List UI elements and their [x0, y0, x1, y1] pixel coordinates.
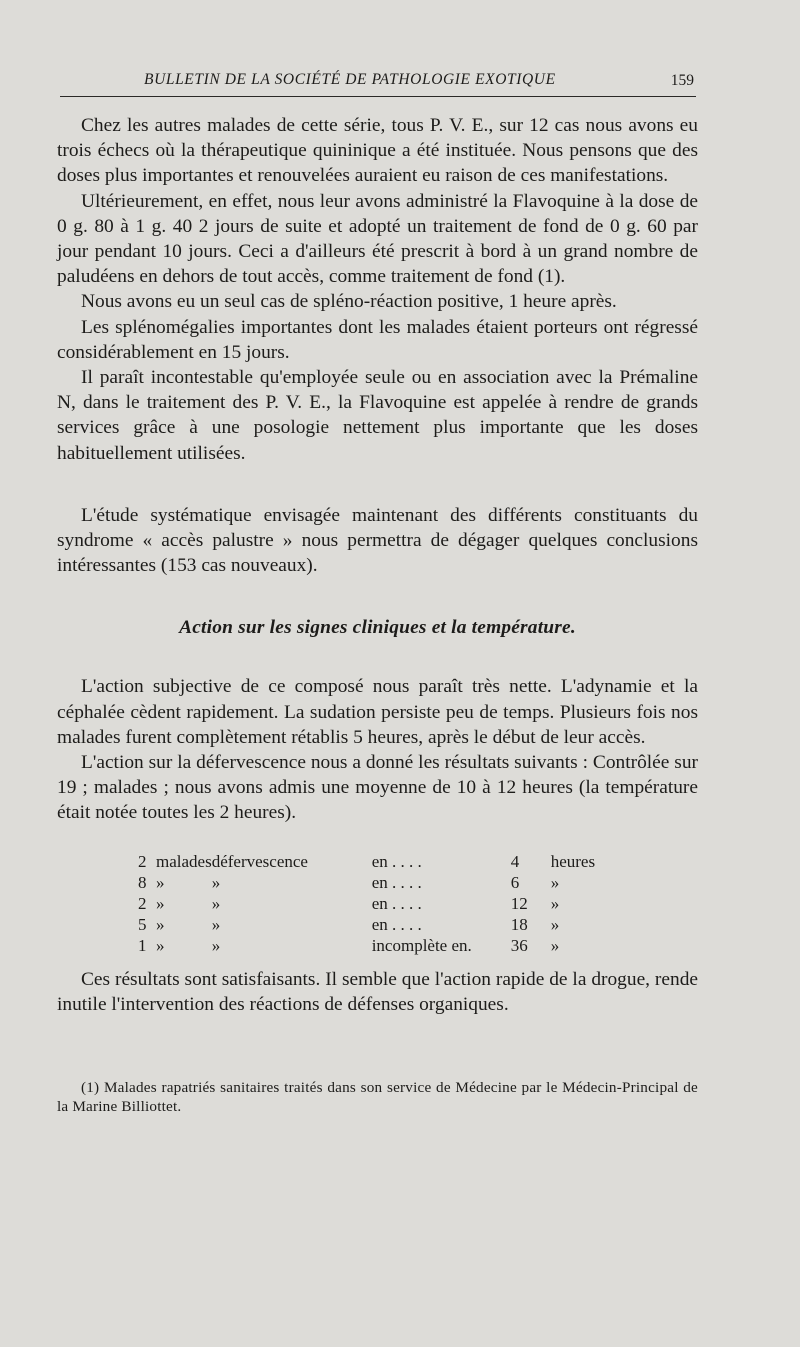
table-cell: 5: [138, 915, 147, 935]
table-row: [138, 893, 611, 914]
table-cell: 1: [138, 936, 147, 956]
paragraph: Ces résultats sont satisfaisants. Il semble que l'action rapide de la drogue, rende inutile l'intervention des réactions de défenses organiques.: [57, 968, 698, 1015]
table-cell: »: [211, 872, 221, 892]
table-cell: 2: [138, 851, 147, 871]
table-cell: 12: [510, 894, 528, 914]
table-cell: heures: [550, 851, 596, 871]
running-title: BULLETIN DE LA SOCIÉTÉ DE PATHOLOGIE EXOTIQUE: [144, 71, 556, 88]
paragraph: Les splénomégalies importantes dont les malades étaient porteurs ont régressé considérablement en 15 jours.: [57, 316, 698, 363]
results-table: [138, 851, 611, 957]
table-cell: »: [156, 872, 165, 892]
paragraph: Il paraît incontestable qu'employée seule ou en association avec la Prémaline N, dans le traitement des P. V. E., la Flavoquine est appelée à rendre de grands services grâce à une posologie nettement plus importante que les doses habituellement utilisées.: [57, 367, 698, 464]
section-title: Action sur les signes cliniques et la température.: [179, 617, 576, 639]
table-cell: »: [156, 915, 165, 935]
article-body: [57, 113, 698, 1116]
table-cell: 2: [138, 894, 147, 914]
paragraph: Nous avons eu un seul cas de spléno-réaction positive, 1 heure après.: [81, 291, 617, 313]
table-cell: »: [550, 936, 560, 956]
footnote: (1) Malades rapatriés sanitaires traités dans son service de Médecine par le Médecin-Principal de la Marine Billiottet.: [57, 1079, 698, 1116]
page-header: [60, 70, 696, 97]
paragraph: L'action sur la défervescence nous a donné les résultats suivants : Contrôlée sur 19 ; malades ; nous avons admis une moyenne de 10 à 12 heures (la température était notée toutes les 2 heures).: [57, 752, 698, 824]
table-cell: »: [156, 936, 165, 956]
table-cell: »: [550, 872, 560, 892]
paragraph: L'étude systématique envisagée maintenant des différents constituants du syndrome « accès palustre » nous permettra de dégager quelques conclusions intéressantes (153 cas nouveaux).: [57, 504, 698, 577]
table-row: [138, 914, 611, 935]
table-cell: 6: [510, 872, 520, 892]
table-cell: »: [211, 915, 221, 935]
paragraph: L'action subjective de ce composé nous paraît très nette. L'adynamie et la céphalée cèdent rapidement. La sudation persiste peu de temps. Plusieurs fois nos malades furent complètement rétablis 5 heures, après le début de leur accès.: [57, 676, 698, 748]
table-cell: incomplète en.: [371, 936, 472, 956]
paragraph: Chez les autres malades de cette série, tous P. V. E., sur 12 cas nous avons eu trois échecs où la thérapeutique quininique a été instituée. Nous pensons que des doses plus importantes et renouvelées auraient eu raison de ces manifestations.: [57, 115, 698, 187]
table-row: [138, 935, 611, 956]
table-cell: 36: [510, 936, 528, 956]
table-cell: »: [156, 894, 165, 914]
table-row: [138, 851, 611, 872]
table-cell: en . . . .: [371, 915, 422, 935]
table-cell: défervescence: [211, 851, 308, 871]
table-cell: en . . . .: [371, 851, 422, 871]
table-cell: en . . . .: [371, 894, 422, 914]
table-cell: en . . . .: [371, 872, 422, 892]
table-cell: »: [550, 894, 560, 914]
table-cell: 8: [138, 872, 147, 892]
table-cell: malades: [156, 851, 212, 871]
page-number: 159: [670, 72, 694, 89]
table-cell: »: [211, 894, 221, 914]
table-cell: »: [550, 915, 560, 935]
paragraph: Ultérieurement, en effet, nous leur avons administré la Flavoquine à la dose de 0 g. 80 à 1 g. 40 2 jours de suite et adopté un traitement de fond de 0 g. 60 par jour pendant 10 jours. Ceci a d'ailleurs été prescrit à bord à un grand nombre de paludéens en dehors de tout accès, comme traitement de fond (1).: [57, 190, 698, 288]
table-row: [138, 872, 611, 893]
table-cell: 18: [510, 915, 528, 935]
table-cell: »: [211, 936, 221, 956]
table-cell: 4: [510, 851, 520, 871]
